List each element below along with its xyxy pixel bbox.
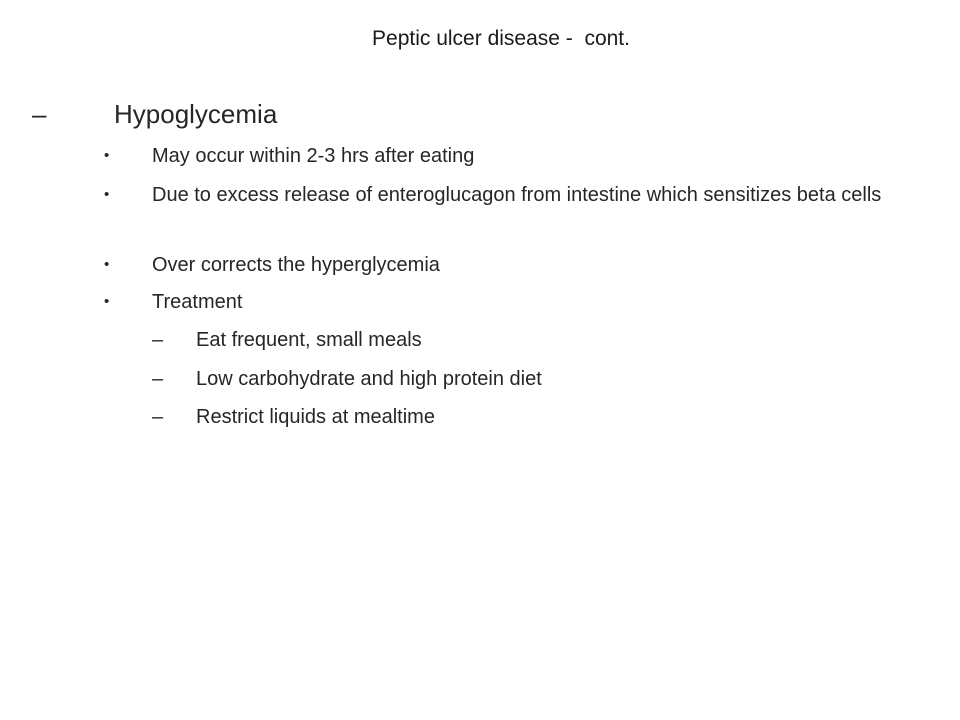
sub-bullet-text: Low carbohydrate and high protein diet [196, 368, 542, 390]
sub-list-item [152, 326, 912, 354]
bullet-marker: • [104, 186, 110, 203]
dash-marker: – [152, 368, 164, 390]
heading-dash-marker: – [32, 99, 47, 129]
list-item [100, 288, 920, 316]
bullet-text: Due to excess release of enteroglucagon from intestine which sensitizes beta cells [152, 184, 882, 206]
slide-title: Peptic ulcer disease - cont. [372, 27, 630, 50]
dash-marker: – [152, 329, 164, 351]
sub-bullet-text: Restrict liquids at mealtime [196, 406, 435, 428]
sub-list-item [152, 365, 912, 393]
sub-bullet-text: Eat frequent, small meals [196, 329, 422, 351]
bullet-text: Treatment [152, 291, 243, 313]
heading-text: Hypoglycemia [114, 99, 278, 129]
bullet-marker: • [104, 293, 110, 310]
list-item [100, 181, 940, 209]
bullet-marker: • [104, 256, 110, 273]
bullet-text: May occur within 2-3 hrs after eating [152, 145, 475, 167]
sub-list-item [152, 403, 912, 431]
bullet-marker: • [104, 147, 110, 164]
bullet-text: Over corrects the hyperglycemia [152, 254, 440, 276]
list-item [100, 142, 920, 170]
list-item [100, 251, 920, 279]
dash-marker: – [152, 406, 164, 428]
